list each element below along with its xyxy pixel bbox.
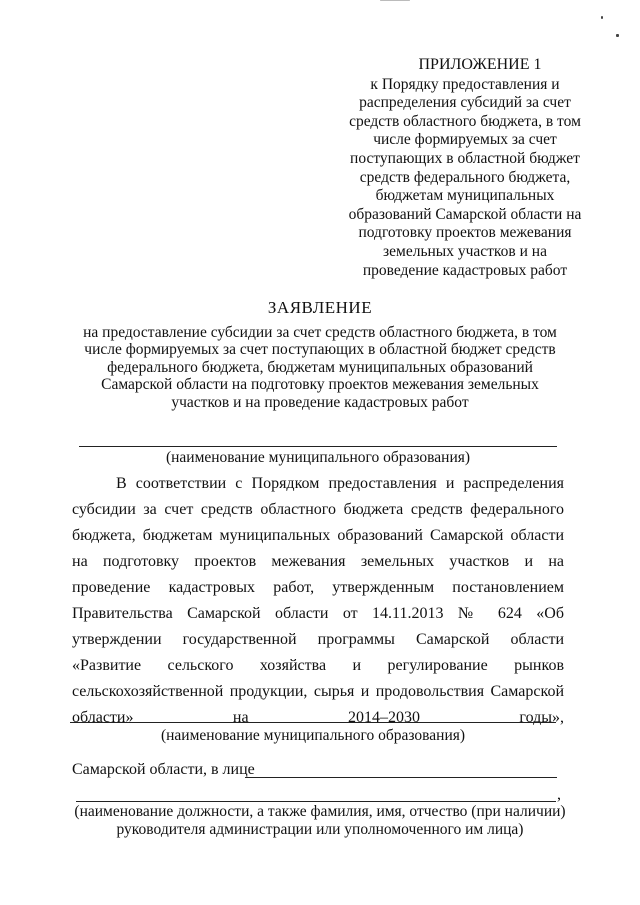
subject-line: участков и на проведение кадастровых работ <box>171 393 469 411</box>
appendix-line: числе формируемых за счет <box>373 131 557 149</box>
appendix-line: бюджетам муниципальных <box>375 187 555 205</box>
appendix-title: ПРИЛОЖЕНИЕ 1 <box>418 56 542 73</box>
official-caption-line: руководителя администрации или уполномоченного им лица) <box>116 821 524 838</box>
appendix-line: распределения субсидий за счет <box>359 94 571 112</box>
appendix-block <box>330 56 600 280</box>
subject-line: федерального бюджета, бюджетам муниципальных образований <box>107 358 533 376</box>
appendix-line: земельных участков и на <box>383 242 547 260</box>
appendix-line: к Порядку предоставления и <box>370 75 560 93</box>
appendix-line: средств федерального бюджета, <box>359 168 571 186</box>
appendix-line: поступающих в областной бюджет <box>350 149 580 167</box>
appendix-line: средств областного бюджета, в том <box>349 112 581 130</box>
municipality-fill-line <box>70 722 556 723</box>
body-text: В соответствии с Порядком предоставления и распределения субсидии за счет средств областного бюджета средств федерального бюджета, бюджетам муниципальных образований Самарской области на подготовку проектов межевания земельных участков и на проведение кадастровых работ, утвержденным постановлением Правительства Самарской области от 14.11.2013 № 624 «Об утверждении государственной программы Самарской области «Развитие сельского хозяйства и регулирование рынков сельскохозяйственной продукции, сырья и продовольствия Самарской области» на 2014–2030 годы», <box>72 475 564 726</box>
trailing-comma: , <box>557 786 561 803</box>
municipality-caption: (наименование муниципального образования) <box>165 449 471 466</box>
official-caption <box>60 803 580 839</box>
document-subject <box>80 324 560 411</box>
subject-line: Самарской области на подготовку проектов межевания земельных <box>101 376 539 394</box>
represented-by-label: Самарской области, в лице <box>72 761 255 778</box>
subject-line: числе формируемых за счет поступающих в областной бюджет средств <box>84 341 556 359</box>
body-paragraph <box>72 471 564 731</box>
scan-speck <box>380 0 410 1</box>
document-title: ЗАЯВЛЕНИЕ <box>267 298 373 317</box>
scan-speck <box>616 34 619 37</box>
subject-line: на предоставление субсидии за счет средств областного бюджета, в том <box>83 324 557 341</box>
representative-fill-line <box>245 777 557 778</box>
municipality-fill-line <box>79 446 557 447</box>
appendix-line: подготовку проектов межевания <box>358 224 572 242</box>
scan-speck <box>601 16 603 19</box>
appendix-line: проведение кадастровых работ <box>362 261 568 279</box>
official-caption-line: (наименование должности, а также фамилия, имя, отчество (при наличии) <box>74 803 566 820</box>
official-fill-line <box>76 801 556 802</box>
municipality-caption: (наименование муниципального образования) <box>160 727 466 744</box>
appendix-line: образований Самарской области на <box>348 205 582 223</box>
